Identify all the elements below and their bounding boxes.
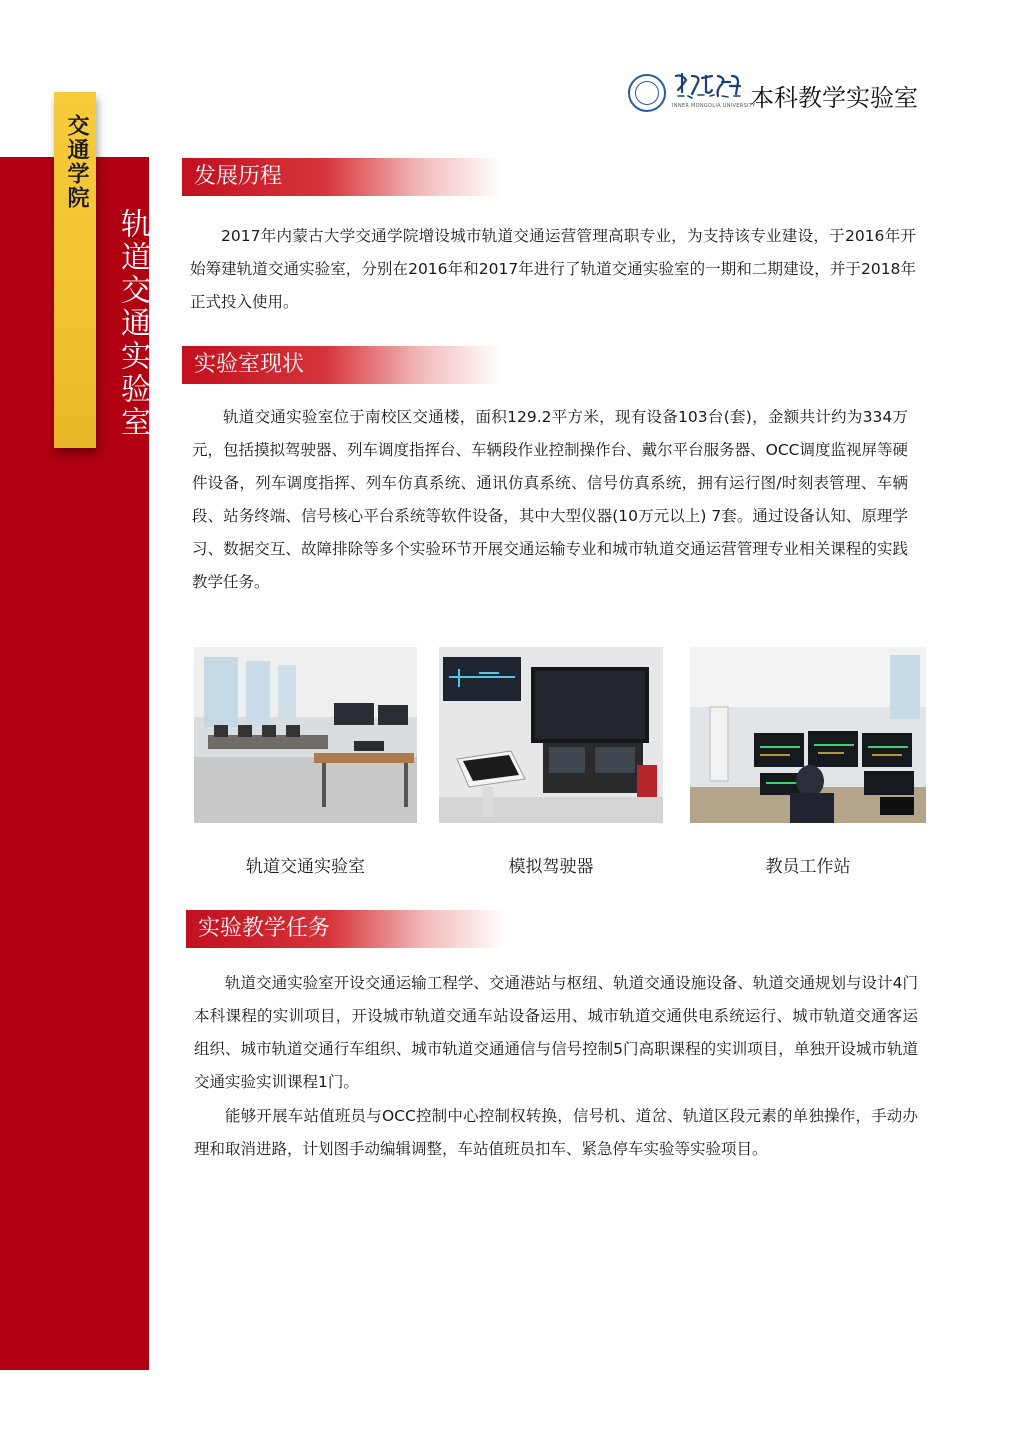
university-seal-icon bbox=[628, 74, 666, 112]
section-title-history: 发展历程 bbox=[182, 158, 502, 196]
tasks-paragraph-2: 能够开展车站值班员与OCC控制中心控制权转换，信号机、道岔、轨道区段元素的单独操作，手动办理和取消进路，计划图手动编辑调整，车站值班员扣车、紧急停车实验等实验项目。 bbox=[194, 1107, 918, 1158]
photo-lab-room bbox=[194, 647, 417, 823]
lab-vertical-title: 轨道交通实验室 bbox=[115, 208, 150, 439]
status-paragraph: 轨道交通实验室位于南校区交通楼，面积129.2平方米，现有设备103台(套)，金额共计约为334万元，包括摸拟驾驶器、列车调度指挥台、车辆段作业控制操作台、戴尔平台服务器、OCC调度监视屏等硬件设备，列车调度指挥、列车仿真系统、通讯仿真系统、信号仿真系统，拥有运行图/时刻表管理、车辆段、站务终端、信号核心平台系统等软件设备，其中大型仪器(10万元以上) 7套。通过设备认知、原理学习、数据交互、故障排除等多个实验环节开展交通运输专业和城市轨道交通运营管理专业相关课程的实践教学任务。 bbox=[192, 408, 908, 591]
photo-caption-2: 模拟驾驶器 bbox=[508, 857, 594, 877]
photo-driving-simulator bbox=[439, 647, 663, 823]
photo-instructor-workstation bbox=[690, 647, 926, 823]
college-label: 交通学院 bbox=[64, 114, 90, 210]
section-title-tasks: 实验教学任务 bbox=[186, 910, 506, 948]
university-logo-wordmark bbox=[672, 72, 756, 112]
tasks-paragraph-1: 轨道交通实验室开设交通运输工程学、交通港站与枢纽、轨道交通设施设备、轨道交通规划与设计4门本科课程的实训项目，开设城市轨道交通车站设备运用、城市轨道交通供电系统运行、城市轨道交通客运组织、城市轨道交通行车组织、城市轨道交通通信与信号控制5门高职课程的实训项目，单独开设城市轨道交通实验实训课程1门。 bbox=[194, 974, 918, 1091]
history-paragraph: 2017年内蒙古大学交通学院增设城市轨道交通运营管理高职专业，为支持该专业建设，于2016年开始筹建轨道交通实验室，分别在2016年和2017年进行了轨道交通实验室的一期和二期建设，并于2018年正式投入使用。 bbox=[190, 227, 916, 311]
header-title: 本科教学实验室 bbox=[750, 84, 918, 112]
photo-caption-1: 轨道交通实验室 bbox=[246, 857, 365, 877]
logo-english-text: INNER MONGOLIA UNIVERSITY bbox=[672, 103, 756, 109]
page-header bbox=[628, 72, 918, 112]
photo-caption-3: 教员工作站 bbox=[765, 857, 851, 877]
section-title-status: 实验室现状 bbox=[182, 346, 502, 384]
